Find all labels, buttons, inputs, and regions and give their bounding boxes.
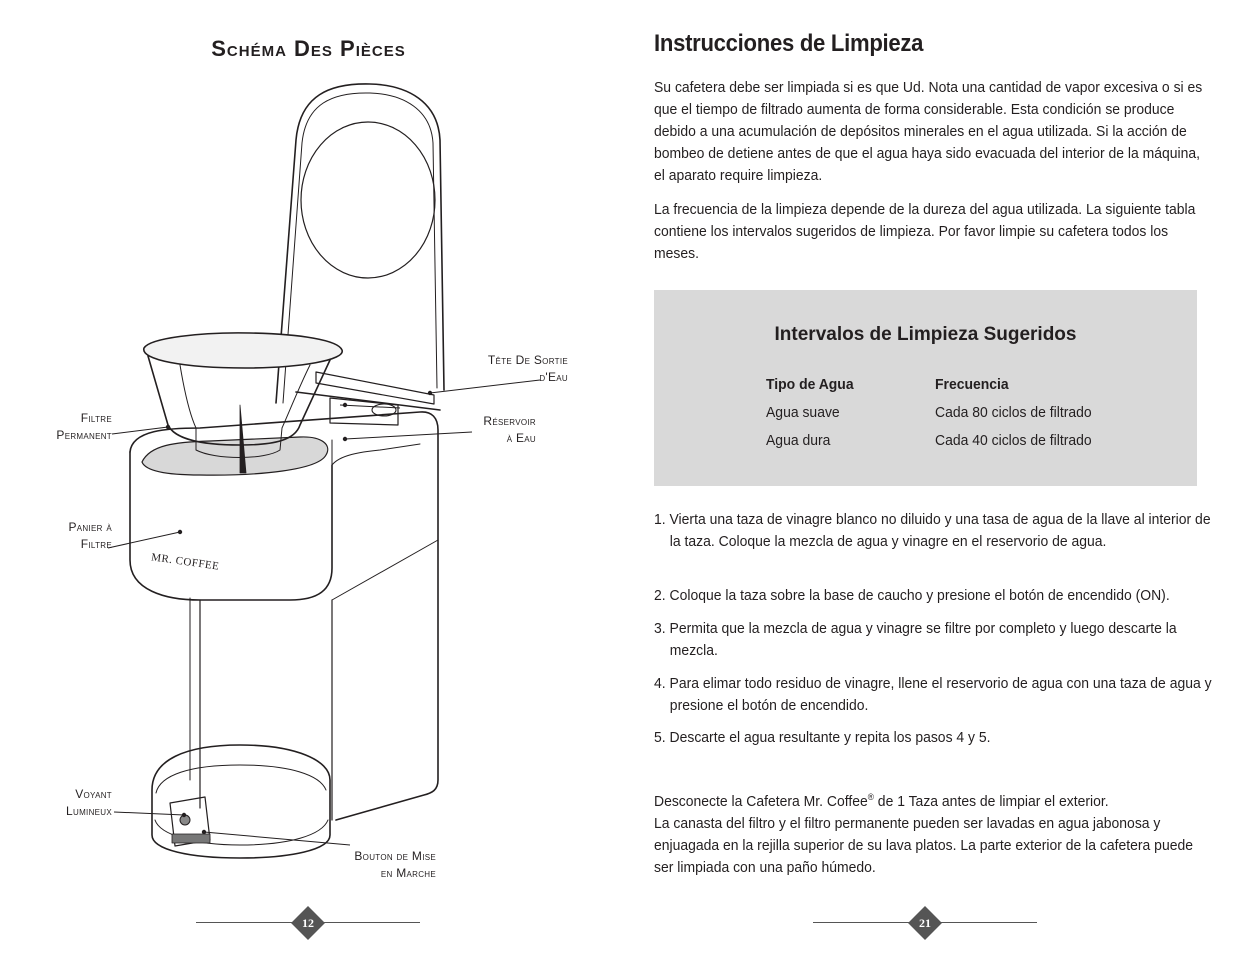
callout-filter-basket: Panier à Filtre [68, 520, 112, 551]
left-page [0, 0, 617, 954]
table-header-frequency: Frecuencia [935, 376, 1009, 393]
frequency-paragraph: La frecuencia de la limpieza depende de la dureza del agua utilizada. La siguiente tabla contiene los intervalos sugeridos de limpieza. Por favor limpie su cafetera todos los meses. [654, 201, 1196, 262]
cleaning-intervals-table [654, 290, 1197, 486]
step-3: 3. Permita que la mezcla de agua y vinagre se filtre por completo y luego descarte la mezcla. [654, 620, 1177, 659]
callout-water-head: Tête De Sortie d'Eau [487, 353, 568, 384]
step-2: 2. Coloque la taza sobre la base de caucho y presione el botón de encendido (ON). [654, 587, 1170, 604]
table-title: Intervalos de Limpieza Sugeridos [774, 324, 1077, 345]
closing-paragraph: Desconecte la Cafetera Mr. Coffee® de 1 Taza antes de limpiar el exterior. La canasta del filtro y el filtro permanente pueden ser lavadas en agua jabonosa y enjuagada en la rejilla superior de su lava platos. La parte exterior de la cafetera puede ser limpiada con una paño húmedo. [654, 792, 1193, 876]
callout-indicator-light: Voyant Lumineux [66, 787, 112, 818]
parts-diagram-title: Schéma Des Pièces [211, 36, 406, 61]
page-number: 21 [919, 916, 931, 930]
right-page [617, 0, 1235, 954]
table-cell: Agua suave [766, 404, 840, 421]
step-1: 1. Vierta una taza de vinagre blanco no diluido y una tasa de agua de la llave al interior de la taza. Coloque la mezcla de agua y vinagre en el reservorio de agua. [654, 511, 1211, 550]
page-number: 12 [302, 916, 314, 930]
table-header-water-type: Tipo de Agua [766, 376, 854, 393]
step-4: 4. Para elimar todo residuo de vinagre, llene el reservorio de agua con una taza de agua y presione el botón de encendido. [654, 675, 1212, 714]
cleaning-title: Instrucciones de Limpieza [654, 30, 924, 57]
table-cell: Cada 80 ciclos de filtrado [935, 404, 1092, 421]
brand-logo-text: MR. COFFEE [150, 551, 221, 573]
callout-power-button: Bouton de Mise en Marche [354, 849, 436, 880]
step-5: 5. Descarte el agua resultante y repita los pasos 4 y 5. [654, 729, 991, 746]
table-cell: Agua dura [766, 432, 831, 449]
callout-permanent-filter: Filtre Permanent [56, 411, 112, 442]
intro-paragraph: Su cafetera debe ser limpiada si es que Ud. Nota una cantidad de vapor excesiva o si es que el tiempo de filtrado aumenta de forma considerable. Esta condición se produce debido a una acumulación de depósitos minerales en el agua utilizada. Si la acción de bombeo de detiene antes de que el agua haya sido evacuada del interior de la máquina, el aparato require limpieza. [654, 79, 1203, 184]
table-cell: Cada 40 ciclos de filtrado [935, 432, 1092, 449]
callout-water-reservoir: Réservoir à Eau [483, 414, 536, 445]
